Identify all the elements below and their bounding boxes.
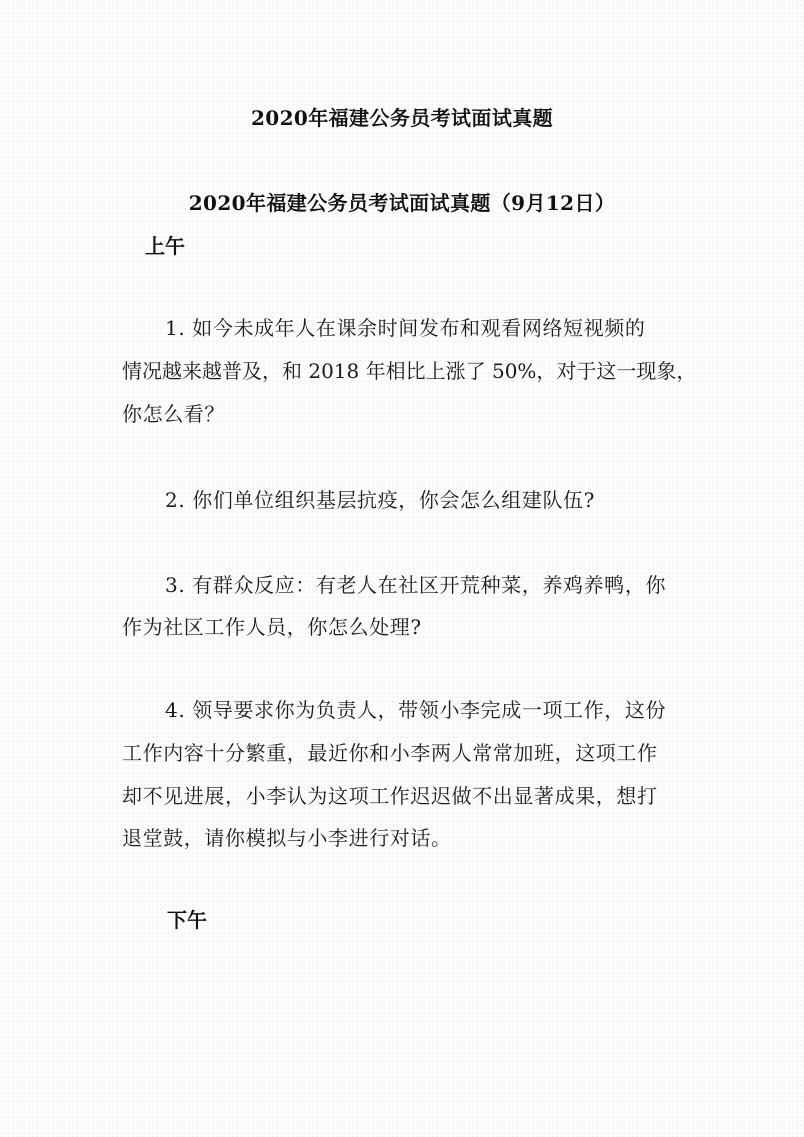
question-3-line-2: 作为社区工作人员，你怎么处理? xyxy=(122,615,422,639)
document-subtitle: 2020年福建公务员考试面试真题（9月12日） xyxy=(188,191,616,215)
question-4-line-1: 4. 领导要求你为负责人，带领小李完成一项工作，这份 xyxy=(165,698,667,722)
question-4-line-4: 退堂鼓，请你模拟与小李进行对话。 xyxy=(122,826,452,850)
question-3-line-1: 3. 有群众反应：有老人在社区开荒种菜，养鸡养鸭，你 xyxy=(165,573,667,597)
question-1-line-3: 你怎么看？ xyxy=(122,402,225,426)
question-1-line-1: 1. 如今未成年人在课余时间发布和观看网络短视频的 xyxy=(165,316,646,340)
section-label-morning: 上午 xyxy=(145,234,185,258)
section-label-afternoon: 下午 xyxy=(167,908,207,932)
question-4-line-3: 却不见进展，小李认为这项工作迟迟做不出显著成果，想打 xyxy=(122,784,658,808)
question-4-line-2: 工作内容十分繁重，最近你和小李两人常常加班，这项工作 xyxy=(122,741,658,765)
document-title: 2020年福建公务员考试面试真题 xyxy=(250,106,554,130)
question-2-line-1: 2. 你们单位组织基层抗疫，你会怎么组建队伍? xyxy=(165,488,595,512)
question-1-line-2: 情况越来越普及，和 2018 年相比上涨了 50%，对于这一现象， xyxy=(122,359,697,383)
